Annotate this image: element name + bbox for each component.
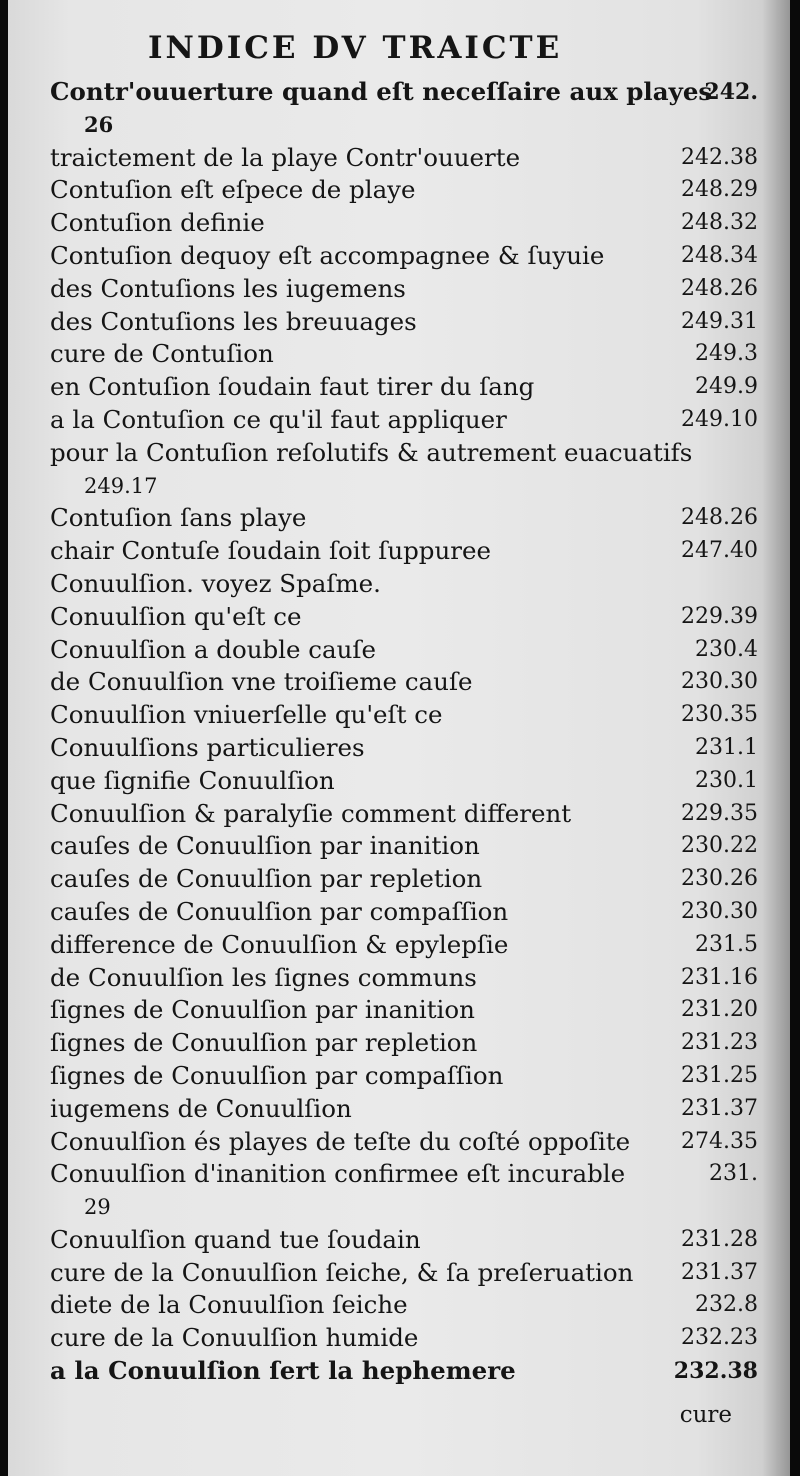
- entry-text: ſignes de Conuulſion par inanition: [50, 995, 475, 1025]
- entry-page: 249.3: [695, 341, 758, 367]
- entry-page: 248.34: [681, 242, 758, 268]
- entry-page: 248.26: [681, 275, 758, 301]
- entry-text: iugemens de Conuulſion: [50, 1093, 352, 1123]
- entry-page: 230.30: [681, 669, 758, 695]
- index-entry: [50, 273, 758, 306]
- index-entry: [50, 765, 758, 798]
- entry-text: Contuſion definie: [50, 208, 265, 238]
- entry-text: traictement de la playe Contr'ouuerte: [50, 142, 521, 172]
- entry-page: 231.5: [695, 931, 758, 957]
- entry-page: 232.23: [681, 1325, 758, 1351]
- entry-page: 231.37: [681, 1095, 758, 1121]
- entry-text: cauſes de Conuulſion par compaſſion: [50, 896, 509, 926]
- entry-text: difference de Conuulſion & epylepſie: [50, 929, 509, 959]
- entry-text: a la Contuſion ce qu'il faut appliquer: [50, 404, 507, 434]
- entry-page: 229.35: [681, 800, 758, 826]
- index-entry: [50, 1126, 758, 1159]
- entry-text: de Conuulſion les ſignes communs: [50, 962, 477, 992]
- entry-text: 26: [84, 111, 114, 137]
- index-entry: [50, 1224, 758, 1257]
- entry-page: 231.23: [681, 1030, 758, 1056]
- entry-text: cauſes de Conuulſion par inanition: [50, 831, 480, 861]
- index-entry: [50, 929, 758, 962]
- entry-text: cure de la Conuulſion humide: [50, 1323, 419, 1353]
- index-entry: [50, 962, 758, 995]
- entry-page: 248.29: [681, 177, 758, 203]
- entry-page: 229.39: [681, 603, 758, 629]
- index-entries: [50, 76, 758, 1388]
- entry-page: 231.: [709, 1161, 758, 1187]
- entry-page: 247.40: [681, 538, 758, 564]
- index-entry: [50, 1027, 758, 1060]
- index-entry-continuation: [50, 109, 758, 142]
- entry-text: a la Conuulſion ſert la hephemere: [50, 1356, 516, 1386]
- index-entry: [50, 404, 758, 437]
- entry-text: de Conuulſion vne troiſieme cauſe: [50, 667, 473, 697]
- index-entry: [50, 634, 758, 667]
- entry-text: diete de la Conuulſion ſeiche: [50, 1290, 408, 1320]
- index-entry: [50, 1060, 758, 1093]
- entry-page: 249.31: [681, 308, 758, 334]
- entry-text: ſignes de Conuulſion par compaſſion: [50, 1060, 504, 1090]
- entry-text: Contuſion ſans playe: [50, 503, 307, 533]
- entry-text: Contuſion eſt eſpece de playe: [50, 175, 416, 205]
- entry-text: cure de la Conuulſion ſeiche, & ſa preſeruation: [50, 1257, 634, 1287]
- index-entry: [50, 666, 758, 699]
- entry-page: 230.26: [681, 866, 758, 892]
- entry-text: Contr'ouuerture quand eſt neceſſaire aux playes: [50, 77, 713, 106]
- index-entry: [50, 174, 758, 207]
- entry-page: 231.1: [695, 734, 758, 760]
- entry-text: chair Contuſe ſoudain ſoit ſuppuree: [50, 536, 491, 566]
- entry-text: Conuulſion & paralyſie comment different: [50, 798, 572, 828]
- entry-page: 230.30: [681, 898, 758, 924]
- entry-text: des Contuſions les breuuages: [50, 306, 417, 336]
- index-entry: [50, 798, 758, 831]
- index-entry: [50, 994, 758, 1027]
- index-entry: [50, 1289, 758, 1322]
- entry-text: Conuulſion a double cauſe: [50, 634, 376, 664]
- index-entry: [50, 1158, 758, 1191]
- index-entry: [50, 240, 758, 273]
- index-entry: [50, 338, 758, 371]
- index-entry: [50, 1322, 758, 1355]
- index-entry: [50, 306, 758, 339]
- index-entry: [50, 502, 758, 535]
- index-entry: [50, 142, 758, 175]
- entry-text: cauſes de Conuulſion par repletion: [50, 864, 483, 894]
- index-entry: [50, 830, 758, 863]
- entry-page: 232.38: [673, 1358, 758, 1385]
- index-entry: [50, 371, 758, 404]
- index-entry: [50, 437, 758, 470]
- entry-page: 242.38: [681, 144, 758, 170]
- catchword: cure: [679, 1402, 732, 1428]
- entry-text: Contuſion dequoy eſt accompagnee & ſuyuie: [50, 240, 605, 270]
- entry-page: 248.32: [681, 210, 758, 236]
- entry-text: Conuulſions particulieres: [50, 732, 365, 762]
- index-entry: [50, 207, 758, 240]
- entry-page: 249.9: [695, 374, 758, 400]
- entry-text: en Contuſion ſoudain faut tirer du ſang: [50, 372, 535, 402]
- entry-page: 231.37: [681, 1259, 758, 1285]
- entry-page: 231.16: [681, 964, 758, 990]
- index-entry: [50, 535, 758, 568]
- entry-page: 274.35: [681, 1128, 758, 1154]
- entry-text: cure de Contuſion: [50, 339, 274, 369]
- entry-text: que ſignifie Conuulſion: [50, 765, 335, 795]
- index-entry: [50, 76, 758, 109]
- entry-page: 242.: [704, 79, 758, 105]
- entry-page: 232.8: [695, 1292, 758, 1318]
- entry-text: Conuulſion vniuerſelle qu'eſt ce: [50, 700, 443, 730]
- entry-text: Conuulſion d'inanition confirmee eſt incurable: [50, 1159, 626, 1189]
- index-entry: [50, 568, 758, 601]
- entry-text: pour la Contuſion reſolutifs & autrement euacuatifs: [50, 437, 693, 467]
- index-entry-continuation: [50, 1191, 758, 1224]
- entry-page: 230.35: [681, 702, 758, 728]
- entry-text: Conuulſion quand tue ſoudain: [50, 1224, 421, 1254]
- index-entry: [50, 896, 758, 929]
- entry-page: 231.20: [681, 997, 758, 1023]
- index-entry: [50, 699, 758, 732]
- index-entry: [50, 1355, 758, 1388]
- entry-page: 230.1: [695, 767, 758, 793]
- entry-page: 230.22: [681, 833, 758, 859]
- entry-text: Conuulſion. voyez Spaſme.: [50, 568, 381, 598]
- page-header: INDICE DV TRAICTE: [148, 30, 563, 66]
- index-entry: [50, 732, 758, 765]
- entry-page: 248.26: [681, 505, 758, 531]
- index-entry: [50, 1093, 758, 1126]
- entry-page: 249.10: [681, 406, 758, 432]
- index-entry: [50, 601, 758, 634]
- entry-page: 231.28: [681, 1226, 758, 1252]
- entry-text: 29: [84, 1195, 111, 1220]
- entry-text: 249.17: [84, 473, 158, 498]
- entry-text: des Contuſions les iugemens: [50, 273, 406, 303]
- entry-text: ſignes de Conuulſion par repletion: [50, 1028, 478, 1058]
- index-entry-continuation: [50, 470, 758, 503]
- entry-text: Conuulſion qu'eſt ce: [50, 601, 302, 631]
- index-entry: [50, 1257, 758, 1290]
- entry-text: Conuulſion és playes de teſte du coſté oppoſite: [50, 1126, 631, 1156]
- index-entry: [50, 863, 758, 896]
- book-page: [8, 0, 790, 1476]
- entry-page: 230.4: [695, 636, 758, 662]
- entry-page: 231.25: [681, 1062, 758, 1088]
